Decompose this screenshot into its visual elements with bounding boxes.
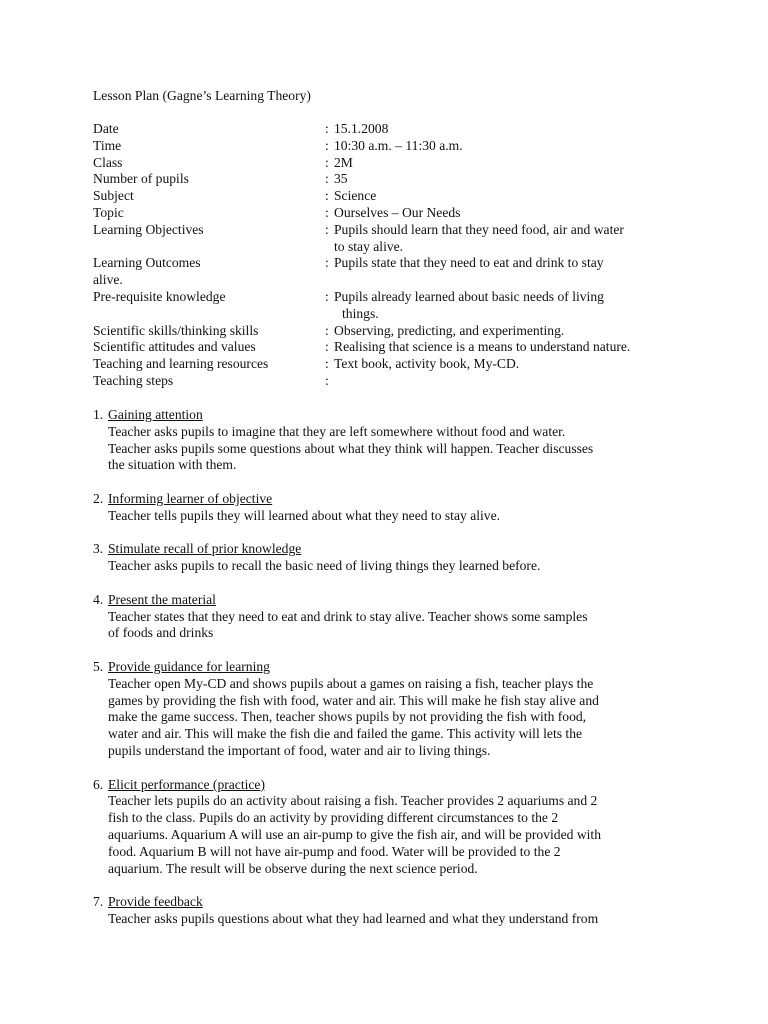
step-number: 7. [93, 894, 104, 910]
step-line: fish to the class. Pupils do an activity by providing different circumstances to the 2 [108, 810, 559, 826]
info-row-prerequisite: Pre-requisite knowledge : Pupils already learned about basic needs of living things. [93, 289, 693, 323]
info-label-line: alive. [93, 272, 123, 288]
info-value: Ourselves – Our Needs [334, 204, 461, 220]
step-heading-text: Provide feedback [108, 894, 203, 910]
step-heading: Informing learner of objective [108, 490, 273, 506]
info-label: Teaching and learning resources [93, 356, 269, 372]
step-number: 6. [93, 776, 104, 792]
step-number: 5. [93, 658, 104, 674]
step-line: pupils understand the important of food, water and air to living things. [108, 742, 491, 758]
step-body [93, 508, 683, 525]
step-body [93, 911, 683, 928]
info-value [334, 222, 679, 256]
info-value-line: to stay alive. [334, 238, 404, 254]
step-heading: Elicit performance (practice) [108, 776, 265, 792]
step-heading [93, 894, 683, 911]
info-row-topic: Topic : Ourselves – Our Needs [93, 205, 693, 222]
step-line: aquariums. Aquarium A will use an air-pump to give the fish air, and will be provided with [108, 826, 601, 842]
step-number: 3. [93, 541, 104, 557]
info-value [334, 289, 679, 323]
info-label-line: Learning Outcomes [93, 255, 201, 271]
info-row-date: Date : 15.1.2008 [93, 121, 693, 138]
step-item [93, 491, 683, 525]
step-line: Teacher asks pupils questions about what they had learned and what they understand from [108, 910, 599, 926]
step-line: Teacher asks pupils to recall the basic need of living things they learned before. [108, 558, 541, 574]
info-label: Time [93, 137, 122, 153]
info-row-teaching-steps: Teaching steps : [93, 373, 693, 390]
step-line: Teacher asks pupils to imagine that they are left somewhere without food and water. [108, 423, 566, 439]
document-title: Lesson Plan (Gagne’s Learning Theory) [93, 88, 311, 103]
step-line: the situation with them. [108, 457, 237, 473]
step-heading: Provide guidance for learning [108, 658, 270, 674]
step-item [93, 592, 683, 642]
info-value: Science [334, 188, 377, 204]
info-label: Pre-requisite knowledge [93, 288, 226, 304]
info-row-outcomes: Learning Outcomes alive. : Pupils state that they need to eat and drink to stay [93, 255, 693, 289]
step-number: 1. [93, 407, 104, 422]
info-row-time: Time : 10:30 a.m. – 11:30 a.m. [93, 138, 693, 155]
step-line: Teacher open My-CD and shows pupils about a games on raising a fish, teacher plays the [108, 675, 594, 691]
info-row-attitudes: Scientific attitudes and values : Realising that science is a means to understand nature. [93, 339, 693, 356]
info-label: Topic [93, 204, 124, 220]
step-item [93, 894, 683, 928]
step-line: Teacher tells pupils they will learned about what they need to stay alive. [108, 507, 501, 523]
step-line: games by providing the fish with food, water and air. This will make he fish stay alive and [108, 692, 599, 708]
step-heading: Present the material [108, 591, 216, 607]
step-number: 2. [93, 490, 104, 506]
step-line: Teacher lets pupils do an activity about raising a fish. Teacher provides 2 aquariums and 2 [108, 793, 598, 809]
info-label: Subject [93, 188, 134, 204]
step-body [93, 424, 683, 474]
info-label: Date [93, 121, 119, 136]
step-line: Teacher asks pupils some questions about what they think will happen. Teacher discusses [108, 440, 594, 456]
info-label: Teaching steps [93, 372, 174, 388]
info-value-line: Pupils already learned about basic needs of living [334, 288, 604, 304]
info-value [334, 373, 679, 390]
info-label: Class [93, 154, 123, 170]
info-label: Scientific skills/thinking skills [93, 322, 259, 338]
step-line: make the game success. Then, teacher shows pupils by not providing the fish with food, [108, 709, 587, 725]
step-heading: Gaining attention [108, 407, 203, 422]
step-body [93, 558, 683, 575]
info-label [93, 255, 325, 289]
info-value-line: Pupils should learn that they need food, air and water [334, 221, 624, 237]
step-heading: Stimulate recall of prior knowledge [108, 541, 302, 557]
step-line: Teacher states that they need to eat and drink to stay alive. Teacher shows some samples [108, 608, 588, 624]
step-item [93, 777, 683, 878]
info-value-line: things. [342, 305, 379, 321]
step-line: water and air. This will make the fish die and failed the game. This activity will lets the [108, 726, 583, 742]
info-label: Scientific attitudes and values [93, 339, 256, 355]
info-row-subject: Subject : Science [93, 188, 693, 205]
info-value: 2M [334, 154, 353, 170]
step-line: aquarium. The result will be observe during the next science period. [108, 860, 478, 876]
step-line: food. Aquarium B will not have air-pump and food. Water will be provided to the 2 [108, 843, 561, 859]
step-body [93, 609, 683, 643]
info-row-pupils: Number of pupils : 35 [93, 171, 693, 188]
lesson-info-table [93, 121, 693, 390]
info-value: Text book, activity book, My-CD. [334, 356, 520, 372]
info-row-objectives: Learning Objectives : Pupils should learn that they need food, air and water to stay alive. [93, 222, 693, 256]
teaching-steps-list [93, 407, 683, 945]
step-line: of foods and drinks [108, 625, 214, 641]
info-value: 35 [334, 171, 348, 187]
info-value: Pupils state that they need to eat and drink to stay [334, 255, 604, 271]
step-item [93, 407, 683, 474]
info-value: Observing, predicting, and experimenting. [334, 322, 565, 338]
step-body [93, 676, 683, 760]
step-number: 4. [93, 591, 104, 607]
step-item [93, 541, 683, 575]
step-body [93, 793, 683, 877]
info-label: Number of pupils [93, 171, 189, 187]
info-row-resources: Teaching and learning resources : Text book, activity book, My-CD. [93, 356, 693, 373]
info-row-skills: Scientific skills/thinking skills : Observing, predicting, and experimenting. [93, 323, 693, 340]
info-value: 10:30 a.m. – 11:30 a.m. [334, 137, 463, 153]
step-item [93, 659, 683, 760]
info-value: Realising that science is a means to understand nature. [334, 339, 631, 355]
info-row-class: Class : 2M [93, 155, 693, 172]
info-value: 15.1.2008 [334, 121, 389, 136]
info-label: Learning Objectives [93, 221, 204, 237]
